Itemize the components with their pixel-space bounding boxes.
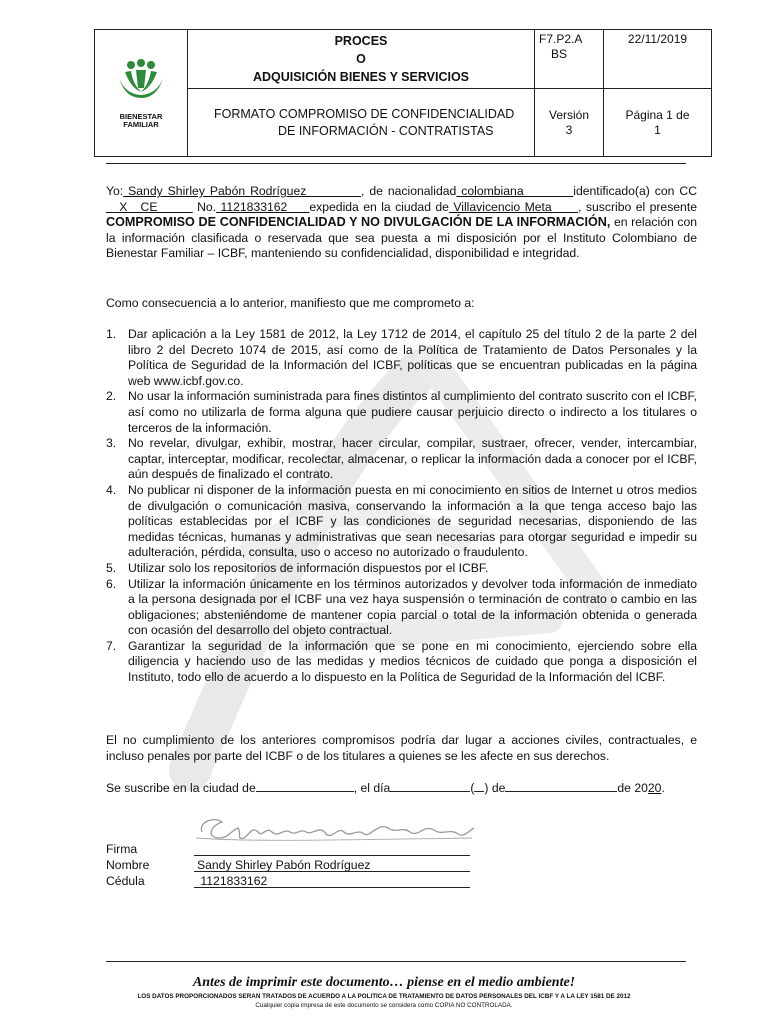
process-line-1: PROCES xyxy=(334,34,388,48)
list-item xyxy=(106,577,697,639)
expedida-label: expedida en la ciudad de xyxy=(309,199,449,214)
item-text: Utilizar la información únicamente en los términos autorizados y devolver toda información de inmediato a la persona designada por el ICBF una vez haya suspensión o terminación de contrato o cambio en las obligaciones; absteniéndome de mantener copia parcial o total de la información obtenida o generada con ocasión del desarrollo del objeto contractual. xyxy=(128,576,697,638)
item-number: 6. xyxy=(106,576,117,591)
page-line-1: Página 1 de xyxy=(625,107,690,122)
item-text: No revelar, divulgar, exhibir, mostrar, hacer circular, compilar, sustraer, ofrecer, vender, intercambiar, captar, interceptar, modificar, recolectar, almacenar, o replicar la información dada a conocer por el ICBF, aún después de finalizado el contrato. xyxy=(128,436,697,482)
suscribe-prefix: Se suscribe en la ciudad de xyxy=(106,781,256,795)
cedula-label: Cédula xyxy=(106,874,145,888)
year-label: de 20 xyxy=(617,781,648,795)
day-blank xyxy=(390,780,470,792)
page-line-2: 1 xyxy=(654,122,661,137)
expedition-city: Villavicencio Meta xyxy=(448,199,579,214)
logo-text-2: FAMILIAR xyxy=(123,119,159,129)
logo-text-1: BIENESTAR xyxy=(119,111,163,121)
commitment-title: COMPROMISO DE CONFIDENCIALIDAD Y NO DIVULGACIÓN DE LA INFORMACIÓN, xyxy=(106,215,611,230)
list-item xyxy=(106,389,697,436)
data-policy-notice: LOS DATOS PROPORCIONADOS SERAN TRATADOS DE ACUERDO A LA POLITICA DE TRATAMIENTO DE DATOS PERSONALES DEL ICBF Y A LA LEY 1581 DE 2012 xyxy=(137,993,631,1000)
format-line-2: DE INFORMACIÓN - CONTRATISTAS xyxy=(278,123,494,138)
code-line-2: BS xyxy=(551,47,568,61)
format-line-1: FORMATO COMPROMISO DE CONFIDENCIALIDAD xyxy=(214,106,515,121)
process-line-2: O xyxy=(356,52,366,66)
paren-close: ) xyxy=(484,781,489,795)
year-suffix: 20 xyxy=(647,781,662,795)
header-divider xyxy=(106,163,686,164)
intro-paragraph xyxy=(106,184,697,262)
nombre-line xyxy=(194,871,470,872)
list-item xyxy=(106,561,697,577)
consequence-text: Como consecuencia a lo anterior, manifiesto que me comprometo a: xyxy=(106,296,475,310)
firma-line xyxy=(194,855,470,856)
document-header-table xyxy=(94,29,712,157)
nacionalidad-label: , de nacionalidad xyxy=(360,184,457,198)
code-cell xyxy=(535,30,604,89)
item-text: No usar la información suministrada para fines distintos al cumplimiento del contrato suscrito con el ICBF, así como no utilizarla de forma alguna que pudiere causar perjuicio directo o indirecto a los titulares o terceros de la información. xyxy=(128,389,698,435)
format-cell xyxy=(188,89,535,157)
day-number-blank xyxy=(474,780,484,792)
date-cell xyxy=(604,30,712,89)
no-label: No. xyxy=(192,199,217,214)
de-label: de xyxy=(491,781,506,795)
city-blank xyxy=(256,780,354,792)
version-value: 3 xyxy=(565,122,573,137)
list-item xyxy=(106,436,697,483)
id-number: 1121833162 xyxy=(216,199,310,214)
process-line-3: ADQUISICIÓN BIENES Y SERVICIOS xyxy=(252,70,470,84)
nombre-label: Nombre xyxy=(106,858,150,872)
suscribo-label: , suscribo xyxy=(578,199,632,214)
item-text: Utilizar solo los repositorios de información dispuestos por el ICBF. xyxy=(128,560,489,575)
document-date: 22/11/2019 xyxy=(627,32,688,46)
item-number: 7. xyxy=(106,638,117,653)
identificado-label: identificado(a) xyxy=(573,184,650,198)
nacionalidad-value: colombiana xyxy=(456,184,574,198)
process-cell xyxy=(188,30,535,89)
list-item xyxy=(106,639,697,686)
month-blank xyxy=(505,780,617,792)
handwritten-signature xyxy=(192,808,477,848)
version-label: Versión xyxy=(548,107,590,122)
version-cell xyxy=(535,89,604,157)
nombre-value: Sandy Shirley Pabón Rodríguez xyxy=(197,858,371,872)
cedula-value: 1121833162 xyxy=(197,874,268,888)
footer-divider xyxy=(106,961,686,962)
suscribe-line xyxy=(106,780,697,797)
item-number: 4. xyxy=(106,482,117,497)
dia-label: , el día xyxy=(353,781,391,795)
logo-cell xyxy=(95,30,188,157)
closing-paragraph: El no cumplimiento de los anteriores compromisos podría dar lugar a acciones civiles, contractuales, e incluso penales por parte del ICBF o de los titulares a quienes se les afecte en sus derechos. xyxy=(106,733,697,763)
item-text: Garantizar la seguridad de la información que se pone en mi conocimiento, ejerciendo sobre ella diligencia y haciendo uso de las medidas y medios técnicos de cuidado que ponga a disposición el Instituto, todo ello de acuerdo a lo dispuesto en la Política de Seguridad de la Información del ICBF. xyxy=(128,638,697,685)
declarant-name: Sandy Shirley Pabón Rodríguez xyxy=(123,184,361,198)
firma-label: Firma xyxy=(106,842,138,856)
bienestar-familiar-logo-icon xyxy=(111,58,171,110)
list-item xyxy=(106,483,697,561)
item-number: 5. xyxy=(106,560,117,575)
paren-open: ( xyxy=(470,781,475,795)
item-text: No publicar ni disponer de la información puesta en mi conocimiento en sitios de Internet u otros medios de divulgación o comunicación masiva, conservando la información a la que tenga acceso bajo las políticas establecidas por el ICBF y las condiciones de seguridad necesarias, disponiendo de las medidas técnicas, humanas y administrativas que sean necesarias para otorgar seguridad e impedir su adulteración, pérdida, consulta, uso o acceso no autorizado o fraudulento. xyxy=(128,482,697,560)
intro-rest: en relación con la información clasificada o reservada que sea puesta a mi disposición por el Instituto Colombiano de Bienestar Familiar – ICBF, manteniendo su confidencialidad, disponibilidad e integridad. xyxy=(106,215,697,261)
item-number: 1. xyxy=(106,327,117,341)
environment-notice: Antes de imprimir este documento… piense en el medio ambiente! xyxy=(192,975,576,990)
item-number: 3. xyxy=(106,436,117,451)
list-item xyxy=(106,327,697,389)
code-line-1: F7.P2.A xyxy=(539,32,583,46)
copy-control-notice: Cualquier copia impresa de este documento se considera como COPIA NO CONTROLADA. xyxy=(255,1002,513,1009)
item-number: 2. xyxy=(106,389,117,404)
item-text: Dar aplicación a la Ley 1581 de 2012, la Ley 1712 de 2014, el capítulo 25 del título 2 de la parte 2 del libro 2 del Decreto 1074 de 2015, así como de la Política de Tratamiento de Datos Personales y la Política de Seguridad de la Información del ICBF, políticas que se encuentran publicadas en la página web www.icbf.gov.co. xyxy=(128,327,697,388)
commitments-list xyxy=(106,327,697,686)
period: . xyxy=(661,781,665,795)
cedula-line xyxy=(194,887,470,888)
cc-label: con CC xyxy=(654,184,698,198)
presente-label: el presente xyxy=(635,199,698,214)
yo-label: Yo: xyxy=(106,184,124,198)
page-cell xyxy=(604,89,712,157)
cc-marker: X CE xyxy=(106,199,193,214)
